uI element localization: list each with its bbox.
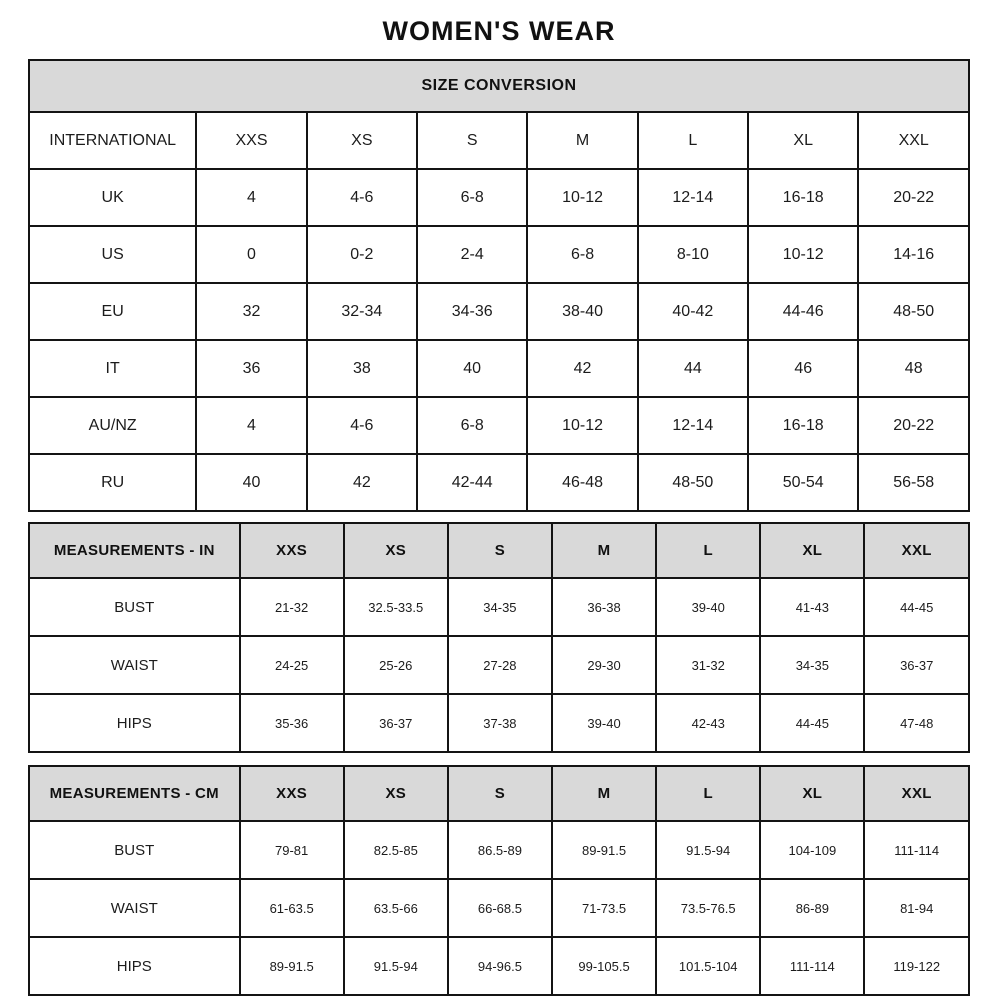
size-header-cell: XL (760, 523, 864, 578)
value-cell: 73.5-76.5 (656, 879, 760, 937)
value-cell: XL (748, 112, 858, 169)
value-cell: 6-8 (417, 397, 527, 454)
table-row (29, 879, 969, 937)
value-cell: 38 (307, 340, 417, 397)
row-label-cell: AU/NZ (29, 397, 196, 454)
table-row (29, 578, 969, 636)
row-label-cell: IT (29, 340, 196, 397)
value-cell: XS (307, 112, 417, 169)
value-cell: 4-6 (307, 169, 417, 226)
value-cell: 101.5-104 (656, 937, 760, 995)
size-header-cell: XXS (240, 766, 344, 821)
value-cell: 39-40 (656, 578, 760, 636)
table-title-cell: MEASUREMENTS - CM (29, 766, 240, 821)
size-header-cell: XS (344, 523, 448, 578)
value-cell: 32 (196, 283, 306, 340)
value-cell: 63.5-66 (344, 879, 448, 937)
value-cell: 86.5-89 (448, 821, 552, 879)
value-cell: 61-63.5 (240, 879, 344, 937)
value-cell: 2-4 (417, 226, 527, 283)
size-header-cell: S (448, 523, 552, 578)
table-row (29, 112, 969, 169)
size-header-cell: L (656, 766, 760, 821)
size-header-cell: S (448, 766, 552, 821)
value-cell: 0-2 (307, 226, 417, 283)
value-cell: 81-94 (864, 879, 969, 937)
value-cell: 119-122 (864, 937, 969, 995)
value-cell: 111-114 (760, 937, 864, 995)
measurements-cm-body (29, 821, 969, 995)
value-cell: 56-58 (858, 454, 969, 511)
value-cell: 32-34 (307, 283, 417, 340)
size-header-cell: XL (760, 766, 864, 821)
row-label-cell: HIPS (29, 694, 240, 752)
value-cell: 71-73.5 (552, 879, 656, 937)
value-cell: 31-32 (656, 636, 760, 694)
value-cell: 14-16 (858, 226, 969, 283)
table-title-cell: MEASUREMENTS - IN (29, 523, 240, 578)
value-cell: 4 (196, 169, 306, 226)
size-conversion-body (29, 112, 969, 511)
size-header-cell: XS (344, 766, 448, 821)
measurements-in-header-row (29, 523, 969, 578)
value-cell: 91.5-94 (656, 821, 760, 879)
value-cell: 94-96.5 (448, 937, 552, 995)
value-cell: 91.5-94 (344, 937, 448, 995)
value-cell: 47-48 (864, 694, 969, 752)
value-cell: 38-40 (527, 283, 637, 340)
value-cell: 34-35 (760, 636, 864, 694)
row-label-cell: HIPS (29, 937, 240, 995)
table-row (29, 397, 969, 454)
value-cell: 44-46 (748, 283, 858, 340)
value-cell: 44-45 (864, 578, 969, 636)
value-cell: 21-32 (240, 578, 344, 636)
value-cell: 20-22 (858, 397, 969, 454)
size-header-cell: M (552, 766, 656, 821)
value-cell: 35-36 (240, 694, 344, 752)
value-cell: 36-37 (864, 636, 969, 694)
value-cell: 29-30 (552, 636, 656, 694)
table-row (29, 821, 969, 879)
value-cell: 89-91.5 (240, 937, 344, 995)
value-cell: 40 (196, 454, 306, 511)
value-cell: 36-38 (552, 578, 656, 636)
value-cell: 4 (196, 397, 306, 454)
table-row (29, 937, 969, 995)
size-header-cell: XXS (240, 523, 344, 578)
value-cell: 66-68.5 (448, 879, 552, 937)
table-row (29, 283, 969, 340)
value-cell: 34-35 (448, 578, 552, 636)
value-cell: 32.5-33.5 (344, 578, 448, 636)
value-cell: S (417, 112, 527, 169)
size-header-cell: L (656, 523, 760, 578)
value-cell: 0 (196, 226, 306, 283)
table-row (29, 694, 969, 752)
table-row (29, 454, 969, 511)
row-label-cell: EU (29, 283, 196, 340)
row-label-cell: INTERNATIONAL (29, 112, 196, 169)
value-cell: 40 (417, 340, 527, 397)
value-cell: 104-109 (760, 821, 864, 879)
row-label-cell: UK (29, 169, 196, 226)
value-cell: 40-42 (638, 283, 748, 340)
value-cell: 27-28 (448, 636, 552, 694)
table-banner-row (29, 60, 969, 112)
measurements-cm-header-row (29, 766, 969, 821)
value-cell: 12-14 (638, 169, 748, 226)
measurements-cm-table (28, 765, 970, 996)
value-cell: 41-43 (760, 578, 864, 636)
row-label-cell: WAIST (29, 636, 240, 694)
value-cell: 42-44 (417, 454, 527, 511)
value-cell: 39-40 (552, 694, 656, 752)
table-row (29, 636, 969, 694)
value-cell: 16-18 (748, 169, 858, 226)
value-cell: 12-14 (638, 397, 748, 454)
value-cell: 36 (196, 340, 306, 397)
measurements-in-body (29, 578, 969, 752)
value-cell: L (638, 112, 748, 169)
value-cell: 48-50 (638, 454, 748, 511)
value-cell: 48 (858, 340, 969, 397)
value-cell: 89-91.5 (552, 821, 656, 879)
row-label-cell: BUST (29, 578, 240, 636)
value-cell: XXL (858, 112, 969, 169)
value-cell: M (527, 112, 637, 169)
size-conversion-table (28, 59, 970, 512)
value-cell: 6-8 (527, 226, 637, 283)
value-cell: 34-36 (417, 283, 527, 340)
value-cell: 46 (748, 340, 858, 397)
size-header-cell: XXL (864, 523, 969, 578)
value-cell: 42 (307, 454, 417, 511)
table-row (29, 226, 969, 283)
size-header-cell: M (552, 523, 656, 578)
value-cell: XXS (196, 112, 306, 169)
value-cell: 99-105.5 (552, 937, 656, 995)
row-label-cell: RU (29, 454, 196, 511)
value-cell: 25-26 (344, 636, 448, 694)
value-cell: 10-12 (527, 169, 637, 226)
value-cell: 24-25 (240, 636, 344, 694)
page-title: WOMEN'S WEAR (382, 16, 616, 46)
value-cell: 82.5-85 (344, 821, 448, 879)
value-cell: 42-43 (656, 694, 760, 752)
measurements-in-table (28, 522, 970, 753)
value-cell: 44 (638, 340, 748, 397)
value-cell: 10-12 (527, 397, 637, 454)
value-cell: 44-45 (760, 694, 864, 752)
value-cell: 20-22 (858, 169, 969, 226)
value-cell: 111-114 (864, 821, 969, 879)
row-label-cell: US (29, 226, 196, 283)
value-cell: 48-50 (858, 283, 969, 340)
value-cell: 6-8 (417, 169, 527, 226)
value-cell: 50-54 (748, 454, 858, 511)
value-cell: 16-18 (748, 397, 858, 454)
value-cell: 42 (527, 340, 637, 397)
value-cell: 36-37 (344, 694, 448, 752)
table-row (29, 340, 969, 397)
value-cell: 8-10 (638, 226, 748, 283)
row-label-cell: WAIST (29, 879, 240, 937)
value-cell: 4-6 (307, 397, 417, 454)
row-label-cell: BUST (29, 821, 240, 879)
value-cell: 79-81 (240, 821, 344, 879)
value-cell: 86-89 (760, 879, 864, 937)
value-cell: 46-48 (527, 454, 637, 511)
size-header-cell: XXL (864, 766, 969, 821)
table-row (29, 169, 969, 226)
value-cell: 37-38 (448, 694, 552, 752)
value-cell: 10-12 (748, 226, 858, 283)
size-conversion-banner: SIZE CONVERSION (29, 60, 969, 112)
